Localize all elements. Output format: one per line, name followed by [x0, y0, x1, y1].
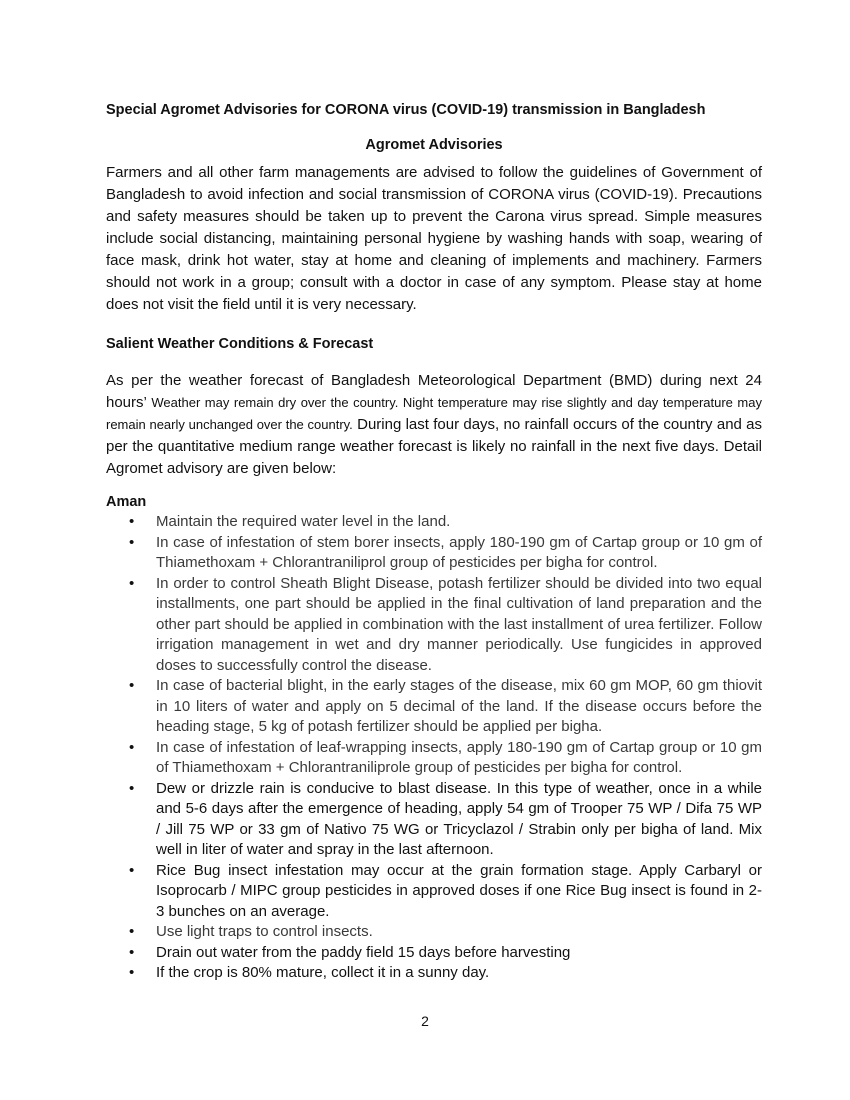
bullet-icon: • [129, 964, 135, 981]
bullet-icon: • [129, 779, 135, 797]
document-title: Special Agromet Advisories for CORONA virus (COVID-19) transmission in Bangladesh [106, 102, 706, 118]
crop-heading: Aman [106, 494, 147, 510]
bullet-icon: • [129, 574, 135, 592]
list-item [129, 676, 762, 738]
list-item [129, 963, 762, 984]
bullet-icon: • [129, 738, 135, 756]
bullet-icon: • [129, 923, 135, 940]
list-item-text: If the crop is 80% mature, collect it in a sunny day. [156, 964, 490, 981]
forecast-text-part2: Weather may remain dry over the country. Night temperature may rise slightly and day temperature may remain nearly unchanged over the country. [106, 395, 762, 432]
bullet-icon: • [129, 533, 135, 551]
list-item [129, 861, 762, 923]
weather-heading: Salient Weather Conditions & Forecast [106, 336, 374, 352]
bullet-icon: • [129, 943, 135, 961]
forecast-text-part1: As per the weather forecast of Bangladesh Meteorological Department (BMD) during next 24 hours’ [106, 372, 762, 411]
list-item-text: Maintain the required water level in the land. [156, 513, 451, 530]
list-item-text: In case of infestation of stem borer insects, apply 180-190 gm of Cartap group or 10 gm of Thiamethoxam + Chlorantraniliprol group of pesticides per bigha for control. [156, 533, 762, 571]
list-item-text: In order to control Sheath Blight Disease, potash fertilizer should be divided into two equal installments, one part should be applied in the final cultivation of land preparation and the other part should be applied in combination with the last installment of urea fertilizer. Follow irrigation management in wet and dry manner periodically. Use fungicides in approved doses to successfully control the disease. [156, 574, 762, 674]
page-number: 2 [421, 1013, 429, 1029]
forecast-text-part3: During last four days, no rainfall occurs of the country and as per the quantitative medium range weather forecast is likely no rainfall in the next five days. Detail Agromet advisory are given below: [106, 416, 763, 477]
advisory-list [106, 512, 762, 984]
list-item [129, 738, 762, 779]
list-item [129, 922, 762, 943]
list-item-text: Use light traps to control insects. [156, 923, 373, 940]
list-item-text: Rice Bug insect infestation may occur at the grain formation stage. Apply Carbaryl or Isoprocarb / MIPC group pesticides in approved doses if one Rice Bug insect is found in 2-3 bunches on an average. [156, 861, 762, 920]
list-item-text: In case of bacterial blight, in the early stages of the disease, mix 60 gm MOP, 60 gm thiovit in 10 liters of water and apply on 5 decimal of the land. If the disease occurs before the heading stage, 5 kg of potash fertilizer should be applied per bigha. [156, 677, 762, 735]
section-subtitle: Agromet Advisories [365, 137, 503, 153]
list-item [129, 779, 762, 861]
bullet-icon: • [129, 677, 135, 694]
forecast-paragraph [106, 370, 762, 480]
list-item [129, 574, 762, 677]
bullet-icon: • [129, 861, 135, 879]
bullet-icon: • [129, 513, 135, 530]
list-item-text: Dew or drizzle rain is conducive to blast disease. In this type of weather, once in a while and 5-6 days after the emergence of heading, apply 54 gm of Trooper 75 WP / Difa 75 WP / Jill 75 WP or 33 gm of Nativo 75 WG or Tricyclazol / Strabin only per bigha of land. Mix well in liter of water and spray in the last afternoon. [156, 779, 762, 858]
list-item [129, 533, 762, 574]
list-item [129, 512, 762, 533]
list-item [129, 943, 762, 964]
intro-paragraph: Farmers and all other farm managements are advised to follow the guidelines of Government of Bangladesh to avoid infection and social transmission of CORONA virus (COVID-19). Precautions and safety measures should be taken up to prevent the Carona virus spread. Simple measures include social distancing, maintaining personal hygiene by washing hands with soap, wearing of face mask, drink hot water, stay at home and cleaning of implements and machinery. Farmers should not work in a group; consult with a doctor in case of any symptom. Please stay at home does not visit the field until it is very necessary. [106, 164, 762, 313]
list-item-text: Drain out water from the paddy field 15 days before harvesting [156, 943, 571, 961]
list-item-text: In case of infestation of leaf-wrapping insects, apply 180-190 gm of Cartap group or 10 gm of Thiamethoxam + Chlorantraniliprole group of pesticides per bigha for control. [156, 738, 762, 776]
